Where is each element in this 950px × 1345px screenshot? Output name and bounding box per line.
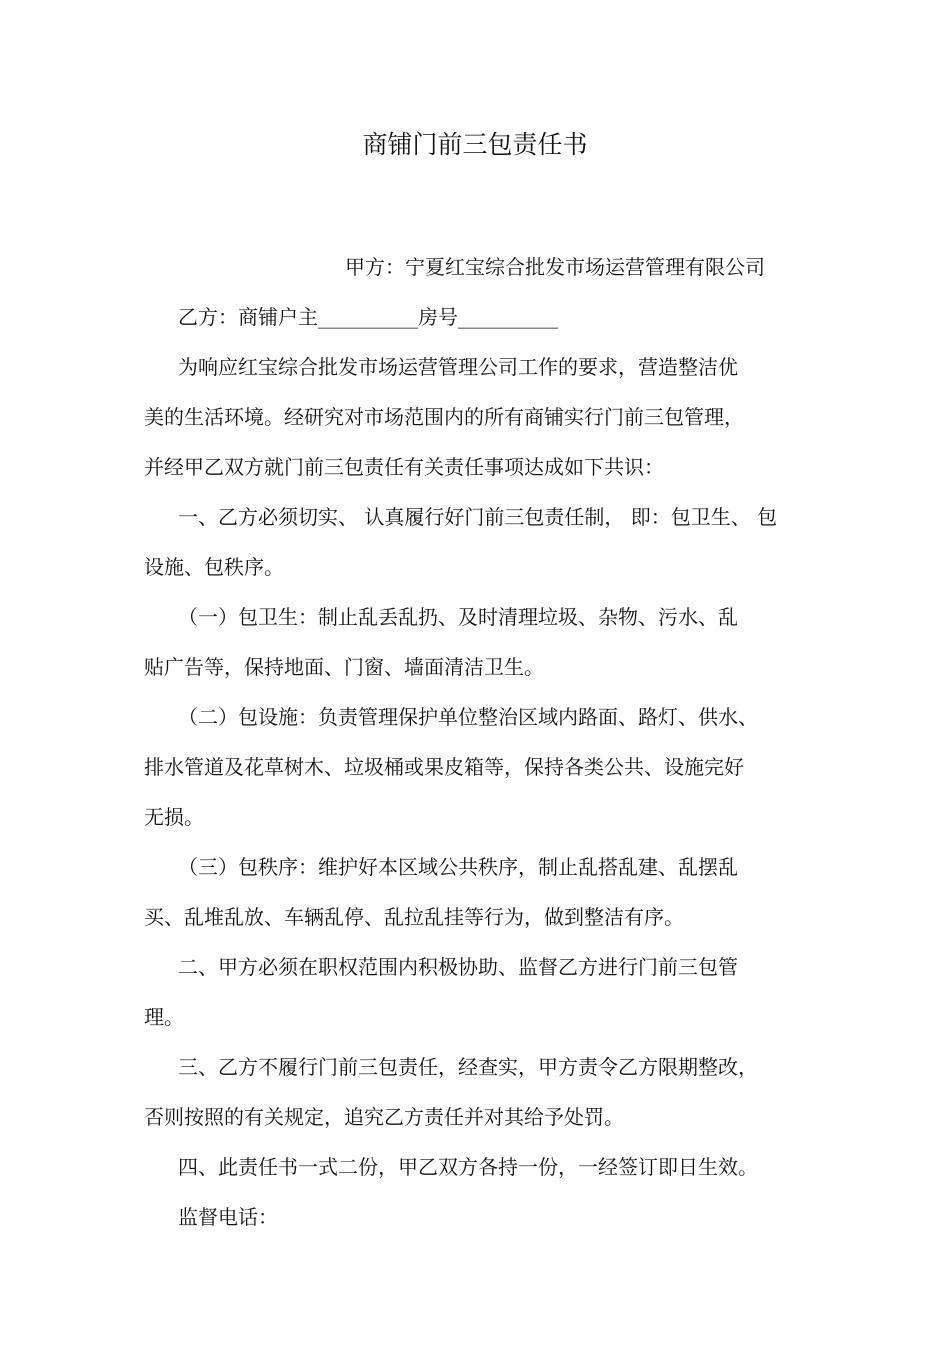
order-line-1: （三）包秩序：维护好本区域公共秩序，制止乱搭乱建、乱摆乱 [178, 855, 738, 879]
clause-2-line-2: 理。 [144, 1005, 184, 1029]
sanitation-line-2: 贴广告等，保持地面、门窗、墙面清洁卫生。 [144, 655, 544, 679]
intro-line-2: 美的生活环境。经研究对市场范围内的所有商铺实行门前三包管理， [144, 405, 744, 429]
clause-2-line-1: 二、甲方必须在职权范围内积极协助、监督乙方进行门前三包管 [178, 955, 738, 979]
facilities-line-2: 排水管道及花草树木、垃圾桶或果皮箱等，保持各类公共、设施完好 [144, 755, 744, 779]
intro-line-1: 为响应红宝综合批发市场运营管理公司工作的要求，营造整洁优 [178, 355, 738, 379]
clause-1-line-1: 一、乙方必须切实、 认真履行好门前三包责任制， 即：包卫生、 包 [178, 505, 778, 529]
facilities-line-1: （二）包设施：负责管理保护单位整治区域内路面、路灯、供水、 [178, 705, 758, 729]
hotline-label: 监督电话： [178, 1205, 278, 1229]
party-a-line: 甲方：宁夏红宝综合批发市场运营管理有限公司 [345, 255, 765, 279]
document-title: 商铺门前三包责任书 [362, 130, 588, 159]
intro-line-3: 并经甲乙双方就门前三包责任有关责任事项达成如下共识： [144, 455, 664, 479]
clause-3-line-2: 否则按照的有关规定，追究乙方责任并对其给予处罚。 [144, 1105, 624, 1129]
order-line-2: 买、乱堆乱放、车辆乱停、乱拉乱挂等行为，做到整洁有序。 [144, 905, 684, 929]
sanitation-line-1: （一）包卫生：制止乱丢乱扔、及时清理垃圾、杂物、污水、乱 [178, 605, 738, 629]
clause-3-line-1: 三、乙方不履行门前三包责任，经查实，甲方责令乙方限期整改， [178, 1055, 758, 1079]
clause-1-line-2: 设施、包秩序。 [144, 555, 284, 579]
party-b-line: 乙方：商铺户主__________房号__________ [178, 305, 558, 329]
clause-4-line: 四、此责任书一式二份，甲乙双方各持一份，一经签订即日生效。 [178, 1155, 758, 1179]
facilities-line-3: 无损。 [144, 805, 204, 829]
